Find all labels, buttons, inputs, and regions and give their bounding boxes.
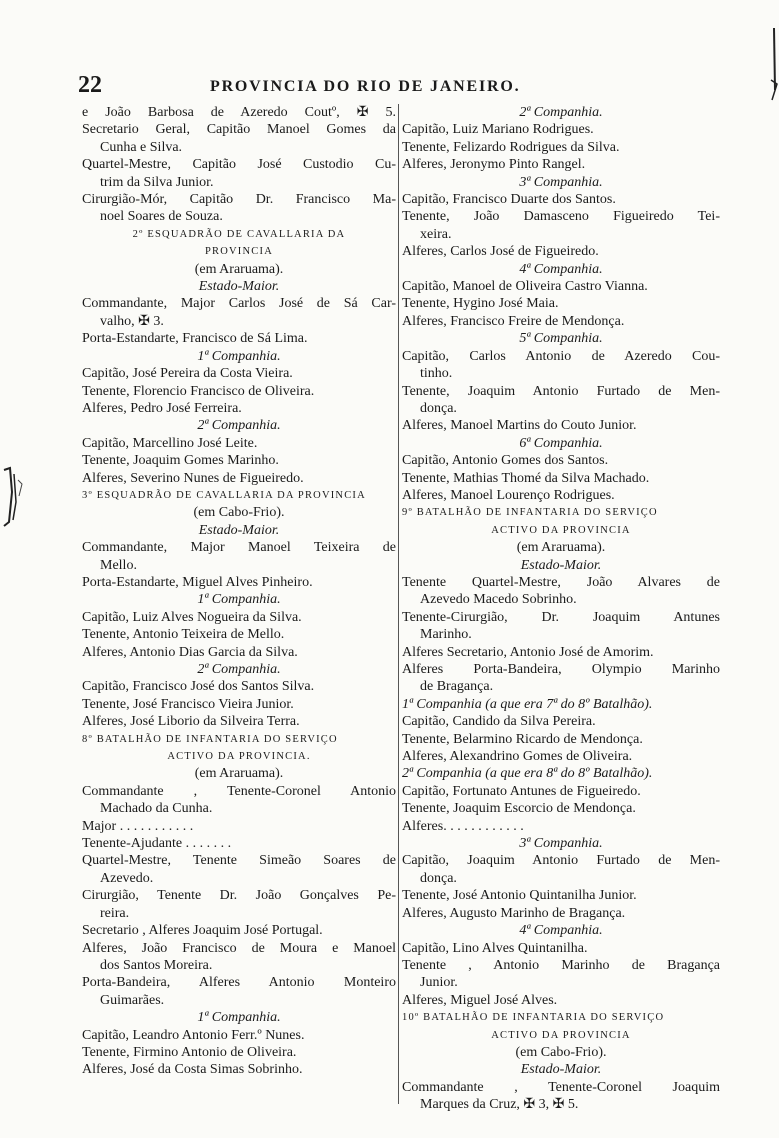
left-column-line: Estado-Maior.	[198, 279, 280, 295]
left-column-line: ACTIVO DA PROVINCIA.	[167, 751, 311, 763]
left-column-line: 3º ESQUADRÃO DE CAVALLARIA DA PROVINCIA	[82, 489, 366, 501]
right-column-line: (em Cabo-Frio).	[515, 1044, 607, 1060]
left-column-line: Alferes, Severino Nunes de Figueiredo.	[82, 470, 304, 486]
left-column-line: Secretario Geral, Capitão Manoel Gomes da	[82, 122, 396, 138]
left-column-line: dos Santos Moreira.	[100, 957, 213, 973]
left-column-line: Tenente, Antonio Teixeira de Mello.	[82, 627, 285, 643]
right-column-line: tinho.	[420, 366, 453, 382]
left-column-line: Mello.	[100, 557, 137, 573]
left-column-line: trim da Silva Junior.	[100, 174, 214, 190]
right-column-line: 5ª Companhia.	[519, 331, 603, 347]
left-column-line: 1ª Companhia.	[197, 1010, 281, 1026]
left-column-line: (em Araruama).	[194, 766, 284, 782]
left-column-line: Capitão, Luiz Alves Nogueira da Silva.	[82, 609, 302, 625]
left-column-line: reira.	[100, 905, 130, 921]
right-column-line: 10º BATALHÃO DE INFANTARIA DO SERVIÇO	[402, 1012, 665, 1024]
left-column-line: Commandante, Major Carlos José de Sá Car-	[82, 296, 396, 312]
right-column-line: Capitão, Manoel de Oliveira Castro Vianna.	[402, 279, 648, 295]
right-column-line: Tenente, José Antonio Quintanilha Junior.	[402, 888, 637, 904]
right-column-line: 4ª Companhia.	[519, 261, 603, 277]
right-column-line: ACTIVO DA PROVINCIA	[491, 1029, 631, 1041]
right-column-line: de Bragança.	[420, 679, 494, 695]
right-column-line: Tenente, Joaquim Antonio Furtado de Men-	[402, 383, 720, 399]
left-column-line: 8º BATALHÃO DE INFANTARIA DO SERVIÇO	[82, 733, 338, 745]
right-column-line: 2ª Companhia (a que era 8ª do 8º Batalhão).	[402, 766, 653, 782]
right-column-line: (em Araruama).	[516, 540, 606, 556]
left-column-line: noel Soares de Souza.	[100, 209, 223, 225]
right-column-line: Capitão, Carlos Antonio de Azeredo Cou-	[402, 348, 720, 364]
right-column-line: Tenente-Cirurgião, Dr. Joaquim Antunes	[402, 609, 720, 625]
left-column-line: (em Araruama).	[194, 261, 284, 277]
left-column-line: Porta-Bandeira, Alferes Antonio Monteiro	[82, 975, 396, 991]
left-column-line: Quartel-Mestre, Capitão José Custodio Cu-	[82, 157, 396, 173]
left-column-line: Tenente, Firmino Antonio de Oliveira.	[82, 1044, 297, 1060]
right-column-line: 6ª Companhia.	[519, 435, 603, 451]
left-column-line: Alferes, José da Costa Simas Sobrinho.	[82, 1062, 303, 1078]
left-column-line: Capitão, Leandro Antonio Ferr.º Nunes.	[82, 1027, 305, 1043]
left-column-line: 2ª Companhia.	[197, 662, 281, 677]
right-column-line: Commandante , Tenente-Coronel Joaquim	[402, 1079, 720, 1095]
right-column-line: Tenente Quartel-Mestre, João Alvares de	[402, 574, 720, 590]
right-column-line: Tenente, Belarmino Ricardo de Mendonça.	[402, 731, 643, 747]
right-column-line: 2ª Companhia.	[519, 105, 603, 120]
right-column-line: Marinho.	[420, 627, 472, 643]
left-column-line: Cirurgião-Mór, Capitão Dr. Francisco Ma-	[82, 192, 396, 208]
column-rule	[398, 104, 399, 1104]
right-column-line: 3ª Companhia.	[519, 174, 603, 190]
left-column-line: Alferes, João Francisco de Moura e Manoel	[82, 940, 396, 956]
page-number: 22	[78, 72, 102, 98]
left-column-line: e João Barbosa de Azeredo Coutº, ✠ 5.	[82, 105, 396, 120]
right-column-line: Capitão, Fortunato Antunes de Figueiredo.	[402, 783, 641, 799]
right-column-line: Alferes, Augusto Marinho de Bragança.	[402, 905, 626, 921]
right-column-line: Alferes, Jeronymo Pinto Rangel.	[402, 157, 586, 173]
right-column	[402, 104, 720, 1114]
right-column-line: Tenente , Antonio Marinho de Bragança	[402, 957, 720, 973]
right-column-line: Alferes, Carlos José de Figueiredo.	[402, 244, 599, 260]
right-column-line: Junior.	[420, 975, 458, 991]
right-column-line: Alferes Porta-Bandeira, Olympio Marinho	[402, 662, 720, 677]
right-column-line: Alferes, Manoel Martins do Couto Junior.	[402, 418, 637, 434]
left-column-line: Estado-Maior.	[198, 522, 280, 538]
right-column-line: xeira.	[420, 226, 452, 242]
left-column-line: Secretario , Alferes Joaquim José Portugal.	[82, 923, 323, 939]
left-column-line: Capitão, José Pereira da Costa Vieira.	[82, 366, 293, 382]
right-column-line: donça.	[420, 400, 457, 416]
left-column-line: Commandante , Tenente-Coronel Antonio	[82, 783, 396, 799]
right-column-line: 4ª Companhia.	[519, 923, 603, 939]
left-column-line: Tenente, Joaquim Gomes Marinho.	[82, 453, 279, 469]
left-column-line: 1ª Companhia.	[197, 348, 281, 364]
right-column-line: Tenente, Mathias Thomé da Silva Machado.	[402, 470, 650, 486]
left-column-line: 2ª Companhia.	[197, 418, 281, 434]
left-column-line: Cirurgião, Tenente Dr. João Gonçalves Pe-	[82, 888, 396, 904]
right-column-line: Capitão, Antonio Gomes dos Santos.	[402, 453, 609, 469]
left-column-line: PROVINCIA	[205, 246, 273, 258]
left-column-line: valho, ✠ 3.	[100, 313, 164, 329]
left-column-line: Commandante, Major Manoel Teixeira de	[82, 540, 396, 556]
left-column-line: (em Cabo-Frio).	[193, 505, 285, 521]
left-column	[82, 104, 396, 1079]
right-column-line: Marques da Cruz, ✠ 3, ✠ 5.	[420, 1097, 579, 1113]
left-column-line: Guimarães.	[100, 992, 165, 1008]
right-column-line: 3ª Companhia.	[519, 836, 603, 852]
right-column-line: donça.	[420, 870, 457, 886]
right-column-line: Azevedo Macedo Sobrinho.	[420, 592, 577, 608]
right-column-line: Tenente, Hygino José Maia.	[402, 296, 559, 312]
left-column-line: Tenente, José Francisco Vieira Junior.	[82, 696, 294, 712]
right-column-line: Capitão, Lino Alves Quintanilha.	[402, 940, 588, 956]
left-column-line: Porta-Estandarte, Miguel Alves Pinheiro.	[82, 574, 313, 590]
right-column-line: 1ª Companhia (a que era 7ª do 8º Batalhão).	[402, 696, 653, 712]
right-column-line: Estado-Maior.	[520, 1062, 602, 1078]
right-column-line: Alferes, Manoel Lourenço Rodrigues.	[402, 487, 615, 503]
left-column-line: Capitão, Francisco José dos Santos Silva.	[82, 679, 315, 695]
left-column-line: Tenente-Ajudante . . . . . . .	[82, 836, 232, 852]
left-column-line: Quartel-Mestre, Tenente Simeão Soares de	[82, 853, 396, 869]
binding-mark-icon	[0, 462, 30, 532]
right-column-line: Estado-Maior.	[520, 557, 602, 573]
left-column-line: Porta-Estandarte, Francisco de Sá Lima.	[82, 331, 308, 347]
right-column-line: Tenente, Joaquim Escorcio de Mendonça.	[402, 801, 636, 817]
left-column-line: Alferes, José Liborio da Silveira Terra.	[82, 714, 300, 730]
left-column-line: Major . . . . . . . . . . .	[82, 818, 194, 834]
right-column-line: Tenente, João Damasceno Figueiredo Tei-	[402, 209, 720, 225]
left-column-line: Alferes, Pedro José Ferreira.	[82, 400, 242, 416]
right-column-line: Alferes, Francisco Freire de Mendonça.	[402, 313, 625, 329]
right-column-line: Alferes. . . . . . . . . . . .	[402, 818, 524, 834]
right-column-line: Alferes, Alexandrino Gomes de Oliveira.	[402, 749, 633, 765]
right-column-line: ACTIVO DA PROVINCIA	[491, 524, 631, 536]
right-column-line: 9º BATALHÃO DE INFANTARIA DO SERVIÇO	[402, 507, 658, 519]
left-column-line: Machado da Cunha.	[100, 801, 213, 817]
page-edge-mark-icon	[762, 20, 779, 140]
left-column-line: Cunha e Silva.	[100, 139, 183, 155]
right-column-line: Capitão, Francisco Duarte dos Santos.	[402, 192, 616, 208]
right-column-line: Capitão, Luiz Mariano Rodrigues.	[402, 122, 594, 138]
right-column-line: Capitão, Candido da Silva Pereira.	[402, 714, 596, 730]
left-column-line: Tenente, Florencio Francisco de Oliveira.	[82, 383, 315, 399]
left-column-line: Alferes, Antonio Dias Garcia da Silva.	[82, 644, 298, 660]
left-column-line: Capitão, Marcellino José Leite.	[82, 435, 258, 451]
left-column-line: 1ª Companhia.	[197, 592, 281, 608]
right-column-line: Alferes, Miguel José Alves.	[402, 992, 558, 1008]
running-title: PROVINCIA DO RIO DE JANEIRO.	[210, 78, 521, 95]
right-column-line: Tenente, Felizardo Rodrigues da Silva.	[402, 139, 620, 155]
left-column-line: Azevedo.	[100, 870, 154, 886]
right-column-line: Alferes Secretario, Antonio José de Amorim.	[402, 644, 654, 660]
left-column-line: 2º ESQUADRÃO DE CAVALLARIA DA	[132, 228, 346, 240]
right-column-line: Capitão, Joaquim Antonio Furtado de Men-	[402, 853, 720, 869]
